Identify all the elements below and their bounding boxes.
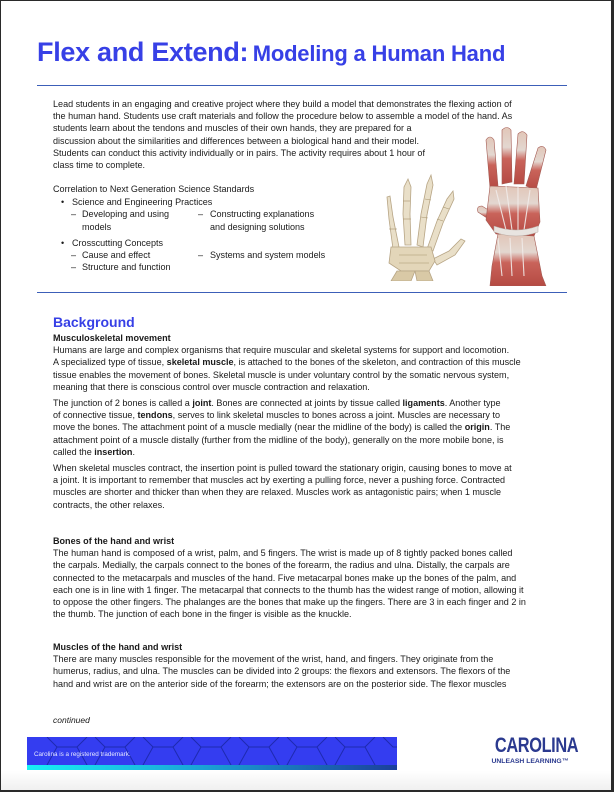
standards-group [53, 196, 353, 208]
paragraph [53, 653, 573, 690]
intro-paragraph [53, 98, 573, 171]
paragraph-line [53, 596, 573, 608]
standard-item-cont: models [82, 221, 112, 232]
standards-item-row [53, 221, 353, 233]
title-sub: Modeling a Human Hand [252, 41, 506, 66]
bold-term: origin [464, 422, 490, 433]
bold-term: insertion [94, 446, 133, 457]
intro-line: discussion about the similarities and differences between a biological hand and their model. [53, 135, 419, 146]
bold-term: tendons [137, 410, 173, 421]
text-run: hand and wrist are on the anterior side of the forearm; the extensors are on the posterior side. The flexor muscles [53, 678, 507, 689]
paragraph-line [53, 397, 573, 409]
paragraph-line [53, 678, 573, 690]
page-title [37, 37, 597, 68]
brand-tagline: UNLEASH LEARNING™ [491, 758, 569, 765]
paragraph-line [53, 665, 573, 677]
standards-item-row [53, 249, 353, 261]
title-divider [37, 85, 567, 86]
text-run: of connective tissue, [53, 410, 138, 421]
text-run: each one is in line with 1 finger. The metacarpal that connects to the thumb has the widest range of motion, allowing it [53, 584, 524, 595]
text-run: There are many muscles responsible for the movement of the wrist, hand, and fingers. They originate from the [53, 654, 494, 665]
standard-item: Constructing explanations [210, 209, 315, 220]
paragraph-line [53, 369, 573, 381]
intro-line: the human hand. Students use craft materials and follow the procedure below to assemble a model of the hand. As [53, 111, 513, 122]
trademark-note: Carolina is a registered trademark. [34, 751, 131, 758]
paragraph-line [53, 547, 573, 559]
title-main: Flex and Extend: [37, 37, 249, 67]
text-run: the carpals. Medially, the carpals connect to the bones of the forearm, the radius and ulna. Distally, the carpals are [53, 560, 510, 571]
text-run: connected to the metacarpals and muscles of the hand. Five metacarpal bones make up the bones of the palm, and [53, 572, 517, 583]
standards-section [53, 183, 353, 273]
paragraph-line [53, 584, 573, 596]
text-run: move the bones. The attachment point of a muscle medially (near the midline of the body) is called the [53, 422, 465, 433]
dash-icon: – [71, 209, 77, 220]
bold-term: ligaments [402, 398, 445, 409]
text-run: attachment point of a muscle distally (further from the midline of the body), generally on the more mobile bone, is [53, 434, 504, 445]
skeleton-hand-illustration [371, 159, 491, 281]
section-subheading: Musculoskeletal movement [53, 333, 171, 343]
bullet-icon: • [61, 197, 65, 208]
footer-banner [27, 737, 397, 770]
standard-item-cont: and designing solutions [210, 221, 305, 232]
group-label: Science and Engineering Practices [72, 197, 213, 208]
section-bones [53, 535, 573, 620]
text-run: . [132, 446, 135, 457]
text-run: the thumb. The junction of each bone in the finger is visible as the knuckle. [53, 609, 352, 620]
standard-item: Developing and using [82, 209, 170, 220]
paragraph-line [53, 462, 573, 474]
document-page [1, 1, 611, 790]
section-musculoskeletal [53, 332, 573, 511]
text-run: The human hand is composed of a wrist, palm, and 5 fingers. The wrist is made up of 8 tightly packed bones called [53, 548, 513, 559]
intro-line: Lead students in an engaging and creative project where they build a model that demonstrates the flexing action of [53, 99, 512, 109]
paragraph-line [53, 559, 573, 571]
paragraph-line [53, 499, 573, 511]
dash-icon: – [71, 262, 77, 273]
page-bottom-edge [1, 771, 611, 790]
text-run: A specialized type of tissue, [53, 357, 167, 368]
paragraph [53, 462, 573, 511]
paragraph [53, 344, 573, 393]
brand-name: CAROLINA [494, 734, 579, 757]
standard-item: Cause and effect [82, 249, 151, 260]
intro-line: class time to complete. [53, 160, 146, 171]
section-subheading: Bones of the hand and wrist [53, 536, 175, 546]
intro-line: Students can conduct this activity individually or in pairs. The activity requires about 1 hour of [53, 147, 425, 158]
background-heading: Background [53, 314, 135, 330]
section-subheading: Muscles of the hand and wrist [53, 642, 183, 652]
standards-item-row [53, 261, 353, 273]
paragraph-line [53, 434, 573, 446]
paragraph-line [53, 446, 573, 458]
paragraph-line [53, 356, 573, 368]
standards-heading: Correlation to Next Generation Science Standards [53, 184, 255, 194]
text-run: . Another type [444, 398, 501, 409]
bullet-icon: • [61, 237, 65, 248]
paragraph-line [53, 409, 573, 421]
standards-group [53, 237, 353, 249]
text-run: . Bones are connected at joints by tissue called [211, 398, 403, 409]
paragraph-line [53, 608, 573, 620]
paragraph-line [53, 474, 573, 486]
text-run: a joint. It is important to remember that muscles act by exerting a pulling force, never a pushing force. Contracted [53, 475, 506, 486]
paragraph-line [53, 486, 573, 498]
paragraph-line [53, 572, 573, 584]
text-run: muscles are shorter and thicker than when they are relaxed. Muscles work as antagonistic pairs; when 1 muscle [53, 487, 502, 498]
standard-item: Structure and function [82, 262, 171, 273]
text-run: to oppose the other fingers. The phalanges are the bones that make up the fingers. There are 3 in each finger and 2 in [53, 597, 526, 608]
text-run: tissue enables the movement of bones. Skeletal muscle is under voluntary control by the somatic nervous system, [53, 369, 510, 380]
standards-item-row [53, 208, 353, 220]
text-run: The junction of 2 bones is called a [53, 398, 193, 409]
text-run: meaning that there is conscious control over muscle contraction and relaxation. [53, 381, 370, 392]
paragraph [53, 397, 573, 458]
text-run: , is attached to the bones of the skeleton, and contraction of this muscle [233, 357, 521, 368]
bold-term: skeletal muscle [166, 357, 234, 368]
section-divider [37, 292, 567, 293]
intro-line: students learn about the tendons and muscles of their own hands, they are prepared for a [53, 123, 412, 134]
bold-term: joint [192, 398, 212, 409]
paragraph-line [53, 381, 573, 393]
paragraph-line [53, 653, 573, 665]
paragraph-line [53, 421, 573, 433]
text-run: contracts, the other relaxes. [53, 499, 165, 510]
text-run: called the [53, 446, 95, 457]
group-label: Crosscutting Concepts [72, 237, 164, 248]
paragraph-line [53, 344, 573, 356]
carolina-logo [485, 734, 579, 765]
text-run: Humans are large and complex organisms that require muscular and skeletal systems for support and locomotion. [53, 345, 510, 356]
section-muscles [53, 641, 573, 690]
continued-label: continued [53, 715, 90, 725]
footer-gradient-stripe [27, 765, 397, 770]
dash-icon: – [71, 249, 77, 260]
standard-item: Systems and system models [210, 249, 326, 260]
text-run: When skeletal muscles contract, the insertion point is pulled toward the stationary origin, causing bones to move at [53, 463, 512, 474]
dash-icon: – [198, 209, 204, 220]
paragraph [53, 547, 573, 620]
text-run: humerus, radius, and ulna. The muscles can be divided into 2 groups: the flexors and extensors. The flexors of the [53, 666, 511, 677]
dash-icon: – [198, 249, 204, 260]
text-run: . The [489, 422, 511, 433]
text-run: , serves to link skeletal muscles to bones across a joint. Muscles are necessary to [172, 410, 501, 421]
